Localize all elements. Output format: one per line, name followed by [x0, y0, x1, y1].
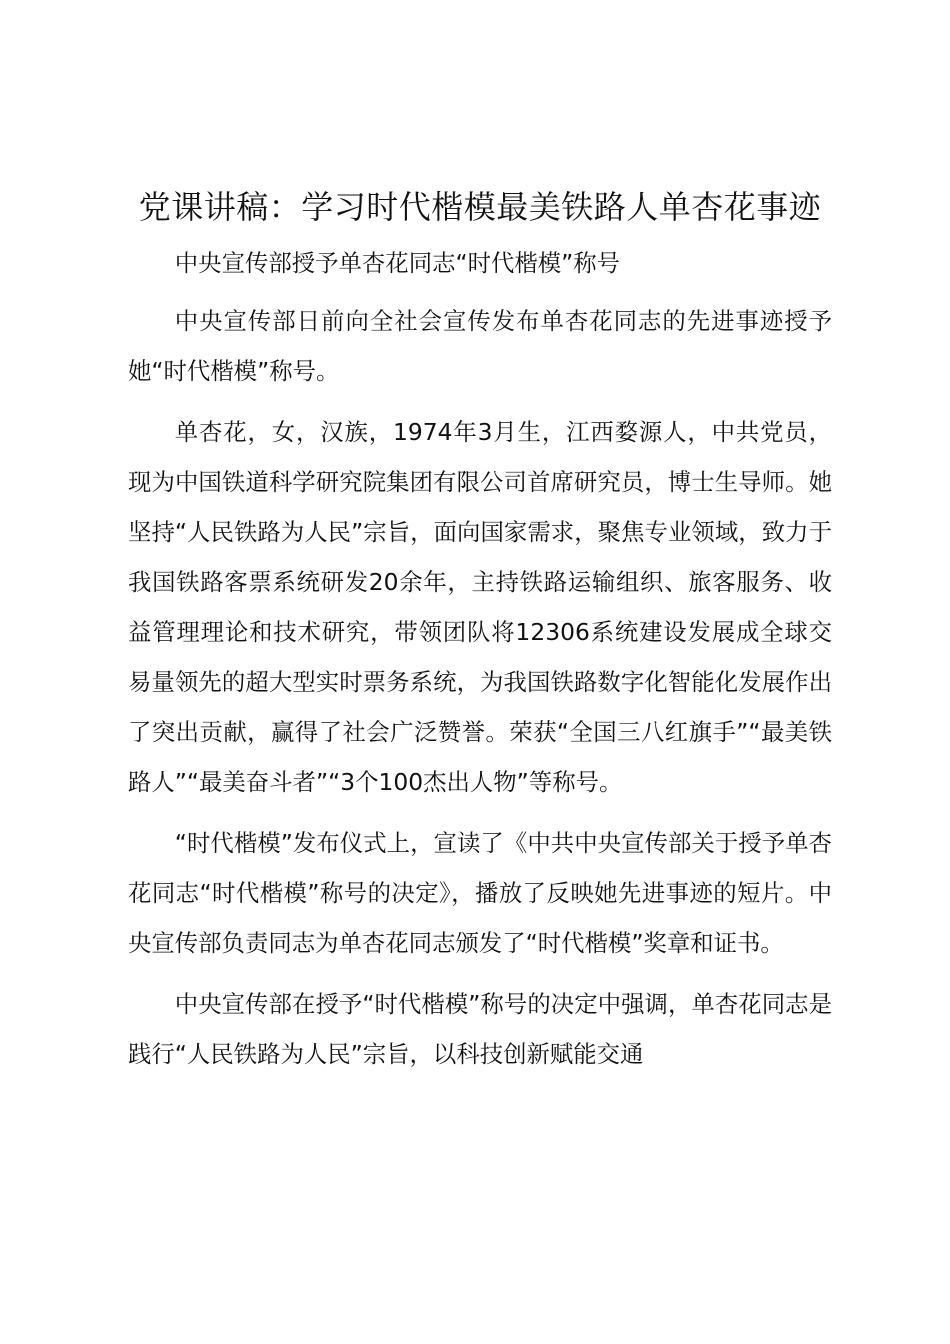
document-body [128, 182, 832, 1090]
paragraph-subheading: 中央宣传部授予单杏花同志“时代楷模”称号 [174, 249, 621, 277]
paragraph-announcement: 中央宣传部日前向全社会宣传发布单杏花同志的先进事迹授予她“时代楷模”称号。 [128, 307, 832, 385]
paragraph-ceremony: “时代楷模”发布仪式上，宣读了《中共中央宣传部关于授予单杏花同志“时代楷模”称号的决定》，播放了反映她先进事迹的短片。中央宣传部负责同志为单杏花同志颁发了“时代楷模”奖章和证书。 [128, 829, 832, 957]
paragraph-biography: 单杏花，女，汉族，1974年3月生，江西婺源人，中共党员，现为中国铁道科学研究院集团有限公司首席研究员，博士生导师。她坚持“人民铁路为人民”宗旨，面向国家需求，聚焦专业领域，致力于我国铁路客票系统研发20余年，主持铁路运输组织、旅客服务、收益管理理论和技术研究，带领团队将12306系统建设发展成全球交易量领先的超大型实时票务系统，为我国铁路数字化智能化发展作出了突出贡献，赢得了社会广泛赞誉。荣获“全国三八红旗手”“最美铁路人”“最美奋斗者”“3个100杰出人物”等称号。 [128, 418, 832, 796]
paragraph-decision: 中央宣传部在授予“时代楷模”称号的决定中强调，单杏花同志是践行“人民铁路为人民”宗旨，以科技创新赋能交通 [128, 990, 832, 1068]
document-title: 党课讲稿：学习时代楷模最美铁路人单杏花事迹 [138, 188, 822, 226]
